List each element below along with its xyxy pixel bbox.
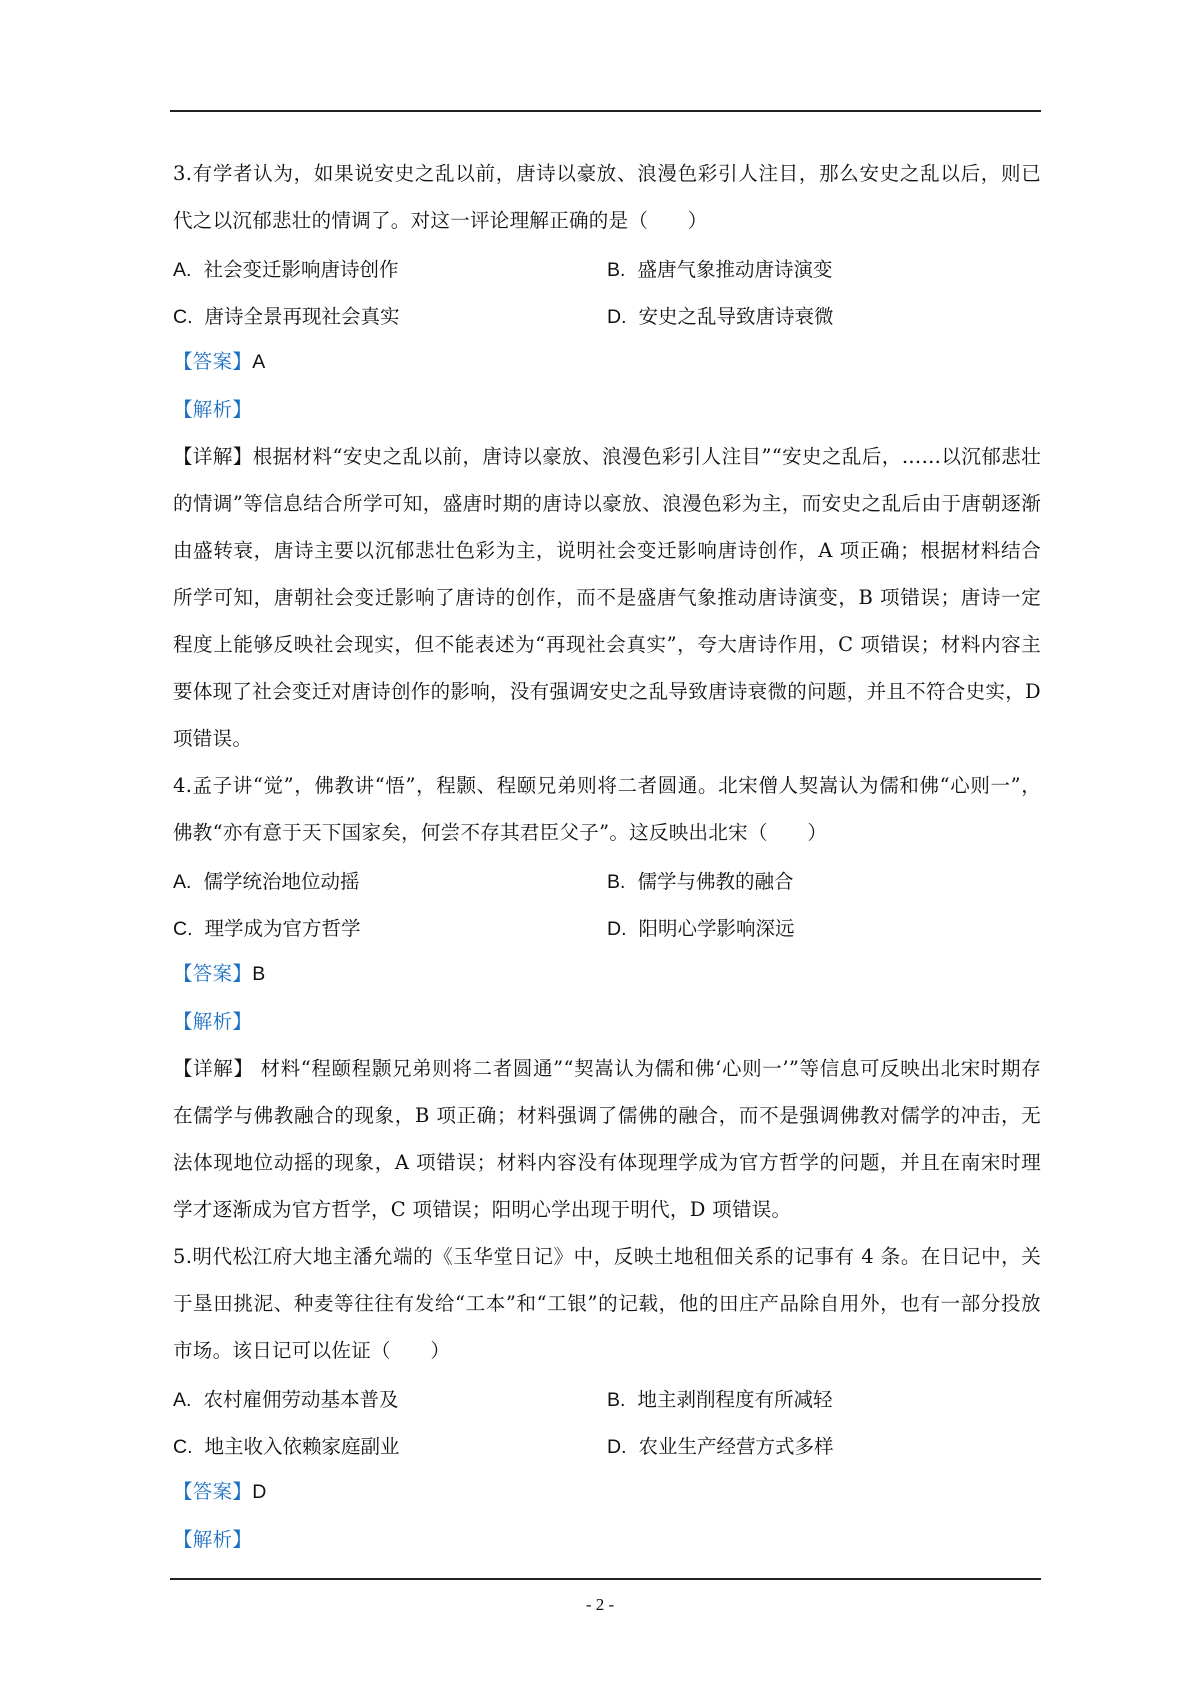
question-3-option-a: A. 社会变迁影响唐诗创作	[173, 257, 399, 281]
question-5-analysis-heading: 【解析】	[173, 1528, 253, 1551]
footer-rule	[170, 1578, 1041, 1580]
question-4-analysis-heading: 【解析】	[173, 1010, 253, 1033]
question-5-options-row-2	[173, 1421, 1041, 1468]
document-body	[173, 150, 1041, 1563]
question-3-analysis-heading: 【解析】	[173, 398, 253, 421]
question-5-option-c: C. 地主收入依赖家庭副业	[173, 1434, 400, 1458]
page-number: - 2 -	[585, 1595, 615, 1614]
question-3-option-c: C. 唐诗全景再现社会真实	[173, 304, 400, 328]
question-5-stem: 5.明代松江府大地主潘允端的《玉华堂日记》中，反映土地租佃关系的记事有 4 条。在日记中，关于垦田挑泥、种麦等往往有发给“工本”和“工银”的记载，他的田庄产品除自用外，也有一部分投放市场。该日记可以佐证（ ）	[173, 1245, 1041, 1362]
question-3-option-d: D. 安史之乱导致唐诗衰微	[607, 304, 834, 328]
question-4-option-d: D. 阳明心学影响深远	[607, 916, 795, 940]
question-3-options-row-1	[173, 244, 1041, 291]
question-4-stem: 4.孟子讲“觉”，佛教讲“悟”，程颢、程颐兄弟则将二者圆通。北宋僧人契嵩认为儒和佛“心则一”，佛教“亦有意于天下国家矣，何尝不存其君臣父子”。这反映出北宋（ ）	[173, 774, 1041, 844]
question-4-option-b: B. 儒学与佛教的融合	[607, 869, 794, 893]
question-4-detail: 【详解】 材料“程颐程颢兄弟则将二者圆通”“契嵩认为儒和佛‘心则一’”等信息可反映出北宋时期存在儒学与佛教融合的现象，B 项正确；材料强调了儒佛的融合，而不是强调佛教对儒学的冲击，无法体现地位动摇的现象，A 项错误；材料内容没有体现理学成为官方哲学的问题，并且在南宋时理学才逐渐成为官方哲学，C 项错误；阳明心学出现于明代，D 项错误。	[173, 1057, 1042, 1221]
question-3-answer: 【答案】A	[173, 350, 266, 373]
question-4-options-row-2	[173, 903, 1041, 950]
question-5-options-row-1	[173, 1374, 1041, 1421]
question-4-answer: 【答案】B	[173, 962, 266, 985]
question-3-stem: 3.有学者认为，如果说安史之乱以前，唐诗以豪放、浪漫色彩引人注目，那么安史之乱以后，则已代之以沉郁悲壮的情调了。对这一评论理解正确的是（ ）	[173, 162, 1041, 232]
question-5-option-b: B. 地主剥削程度有所减轻	[607, 1387, 833, 1411]
question-5-option-a: A. 农村雇佣劳动基本普及	[173, 1387, 399, 1411]
question-3-option-b: B. 盛唐气象推动唐诗演变	[607, 257, 833, 281]
question-3-detail: 【详解】根据材料“安史之乱以前，唐诗以豪放、浪漫色彩引人注目”“安史之乱后，……以沉郁悲壮的情调”等信息结合所学可知，盛唐时期的唐诗以豪放、浪漫色彩为主，而安史之乱后由于唐朝逐渐由盛转衰，唐诗主要以沉郁悲壮色彩为主，说明社会变迁影响唐诗创作，A 项正确；根据材料结合所学可知，唐朝社会变迁影响了唐诗的创作，而不是盛唐气象推动唐诗演变，B 项错误；唐诗一定程度上能够反映社会现实，但不能表述为“再现社会真实”，夸大唐诗作用，C 项错误；材料内容主要体现了社会变迁对唐诗创作的影响，没有强调安史之乱导致唐诗衰微的问题，并且不符合史实，D 项错误。	[173, 445, 1041, 750]
question-4-option-c: C. 理学成为官方哲学	[173, 916, 361, 940]
question-4-options-row-1	[173, 856, 1041, 903]
question-3-options-row-2	[173, 291, 1041, 338]
header-rule	[170, 110, 1041, 112]
question-4-option-a: A. 儒学统治地位动摇	[173, 869, 360, 893]
question-5-option-d: D. 农业生产经营方式多样	[607, 1434, 834, 1458]
question-5-answer: 【答案】D	[173, 1480, 267, 1503]
